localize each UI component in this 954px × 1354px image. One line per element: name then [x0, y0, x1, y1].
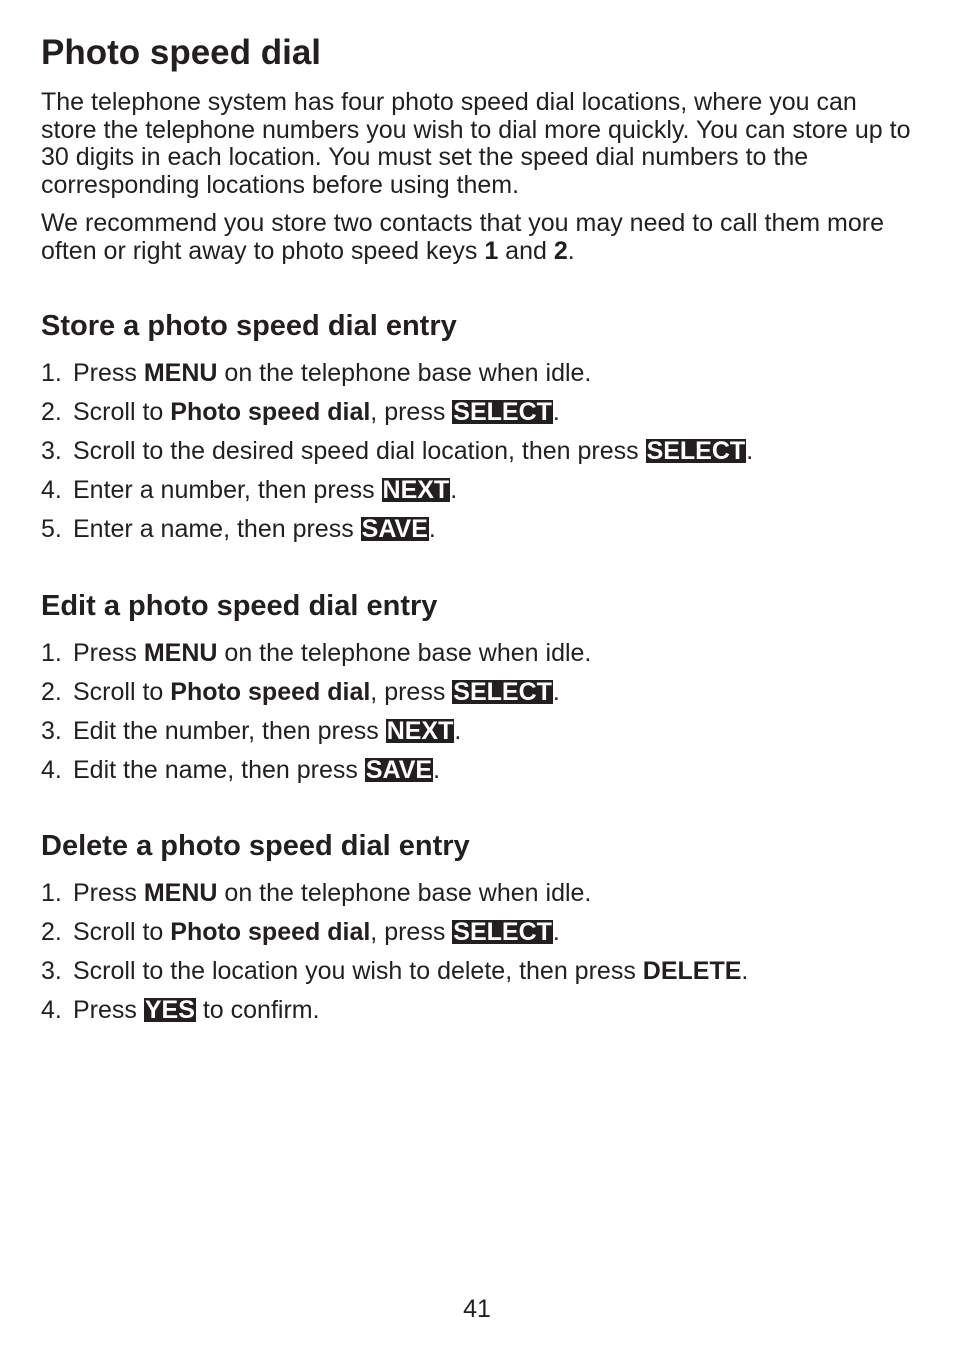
- bold-term: MENU: [143, 639, 218, 667]
- bold-term: MENU: [143, 879, 218, 907]
- step-text: Edit the name, then press: [73, 756, 365, 784]
- step-number: 3.: [41, 437, 62, 465]
- softkey-label: SAVE: [361, 515, 428, 543]
- step-text: Scroll to: [73, 678, 171, 706]
- step-text: .: [552, 678, 560, 706]
- recommendation-end: .: [567, 236, 575, 265]
- list-item: [41, 712, 921, 751]
- list-item: [41, 913, 921, 952]
- softkey-label: SELECT: [453, 678, 552, 706]
- step-number: 2.: [41, 678, 62, 706]
- list-item: [41, 991, 921, 1030]
- list-item: [41, 952, 921, 991]
- list-item: [41, 634, 921, 673]
- edit-steps: [41, 634, 921, 790]
- list-item: [41, 393, 921, 432]
- bold-term: DELETE: [642, 957, 742, 985]
- page-number: 41: [463, 1295, 491, 1323]
- step-text: Scroll to: [73, 918, 171, 946]
- step-text: , press: [370, 918, 453, 946]
- step-text: .: [454, 717, 462, 745]
- step-text: .: [433, 756, 441, 784]
- recommendation-text: We recommend you store two contacts that you may need to call them more often or right away to photo speed keys: [41, 209, 884, 265]
- step-text: .: [741, 957, 749, 985]
- step-text: .: [552, 918, 560, 946]
- list-item: [41, 471, 921, 510]
- step-text: on the telephone base when idle.: [217, 639, 592, 667]
- step-number: 4.: [41, 996, 62, 1024]
- bold-term: MENU: [143, 359, 218, 387]
- step-number: 2.: [41, 398, 62, 426]
- bold-term: Photo speed dial: [170, 678, 371, 706]
- step-text: to confirm.: [195, 996, 320, 1024]
- delete-heading: Delete a photo speed dial entry: [41, 830, 470, 862]
- list-item: [41, 354, 921, 393]
- softkey-label: SAVE: [365, 756, 433, 784]
- list-item: [41, 432, 921, 471]
- step-text: Enter a name, then press: [73, 515, 361, 543]
- page-title: Photo speed dial: [41, 33, 322, 72]
- step-text: on the telephone base when idle.: [217, 879, 592, 907]
- step-number: 2.: [41, 918, 62, 946]
- softkey-label: SELECT: [453, 918, 552, 946]
- step-text: Press: [73, 639, 144, 667]
- softkey-label: YES: [144, 996, 195, 1024]
- softkey-label: SELECT: [646, 437, 746, 465]
- list-item: [41, 751, 921, 790]
- speed-key-1: 1: [484, 236, 499, 265]
- intro-paragraph: The telephone system has four photo speed dial locations, where you can store the telephone numbers you wish to dial more quickly. You can store up to 30 digits in each location. You must set the speed dial numbers to the corresponding locations before using them.: [41, 88, 911, 199]
- step-text: Press: [73, 996, 144, 1024]
- step-number: 4.: [41, 756, 62, 784]
- step-text: Press: [73, 879, 144, 907]
- store-steps: [41, 354, 921, 549]
- step-number: 3.: [41, 957, 62, 985]
- list-item: [41, 874, 921, 913]
- step-text: Scroll to: [73, 398, 171, 426]
- softkey-label: NEXT: [386, 717, 454, 745]
- step-number: 3.: [41, 717, 62, 745]
- delete-steps: [41, 874, 921, 1030]
- step-number: 1.: [41, 879, 62, 907]
- list-item: [41, 510, 921, 549]
- bold-term: Photo speed dial: [170, 398, 371, 426]
- step-text: Enter a number, then press: [73, 476, 382, 504]
- edit-heading: Edit a photo speed dial entry: [41, 590, 438, 622]
- step-text: , press: [370, 678, 453, 706]
- step-text: .: [552, 398, 560, 426]
- step-number: 5.: [41, 515, 62, 543]
- step-text: .: [746, 437, 754, 465]
- step-text: Scroll to the location you wish to delete, then press: [73, 957, 643, 985]
- step-text: Scroll to the desired speed dial location, then press: [73, 437, 646, 465]
- step-number: 1.: [41, 639, 62, 667]
- step-text: .: [450, 476, 458, 504]
- recommendation-and: and: [498, 236, 554, 265]
- step-text: .: [428, 515, 436, 543]
- step-number: 4.: [41, 476, 62, 504]
- store-heading: Store a photo speed dial entry: [41, 310, 457, 342]
- step-text: Edit the number, then press: [73, 717, 386, 745]
- bold-term: Photo speed dial: [170, 918, 371, 946]
- step-number: 1.: [41, 359, 62, 387]
- list-item: [41, 673, 921, 712]
- speed-key-2: 2: [553, 236, 568, 265]
- softkey-label: NEXT: [382, 476, 450, 504]
- step-text: on the telephone base when idle.: [217, 359, 592, 387]
- step-text: , press: [370, 398, 453, 426]
- step-text: Press: [73, 359, 144, 387]
- recommendation-paragraph: [41, 210, 911, 265]
- softkey-label: SELECT: [453, 398, 552, 426]
